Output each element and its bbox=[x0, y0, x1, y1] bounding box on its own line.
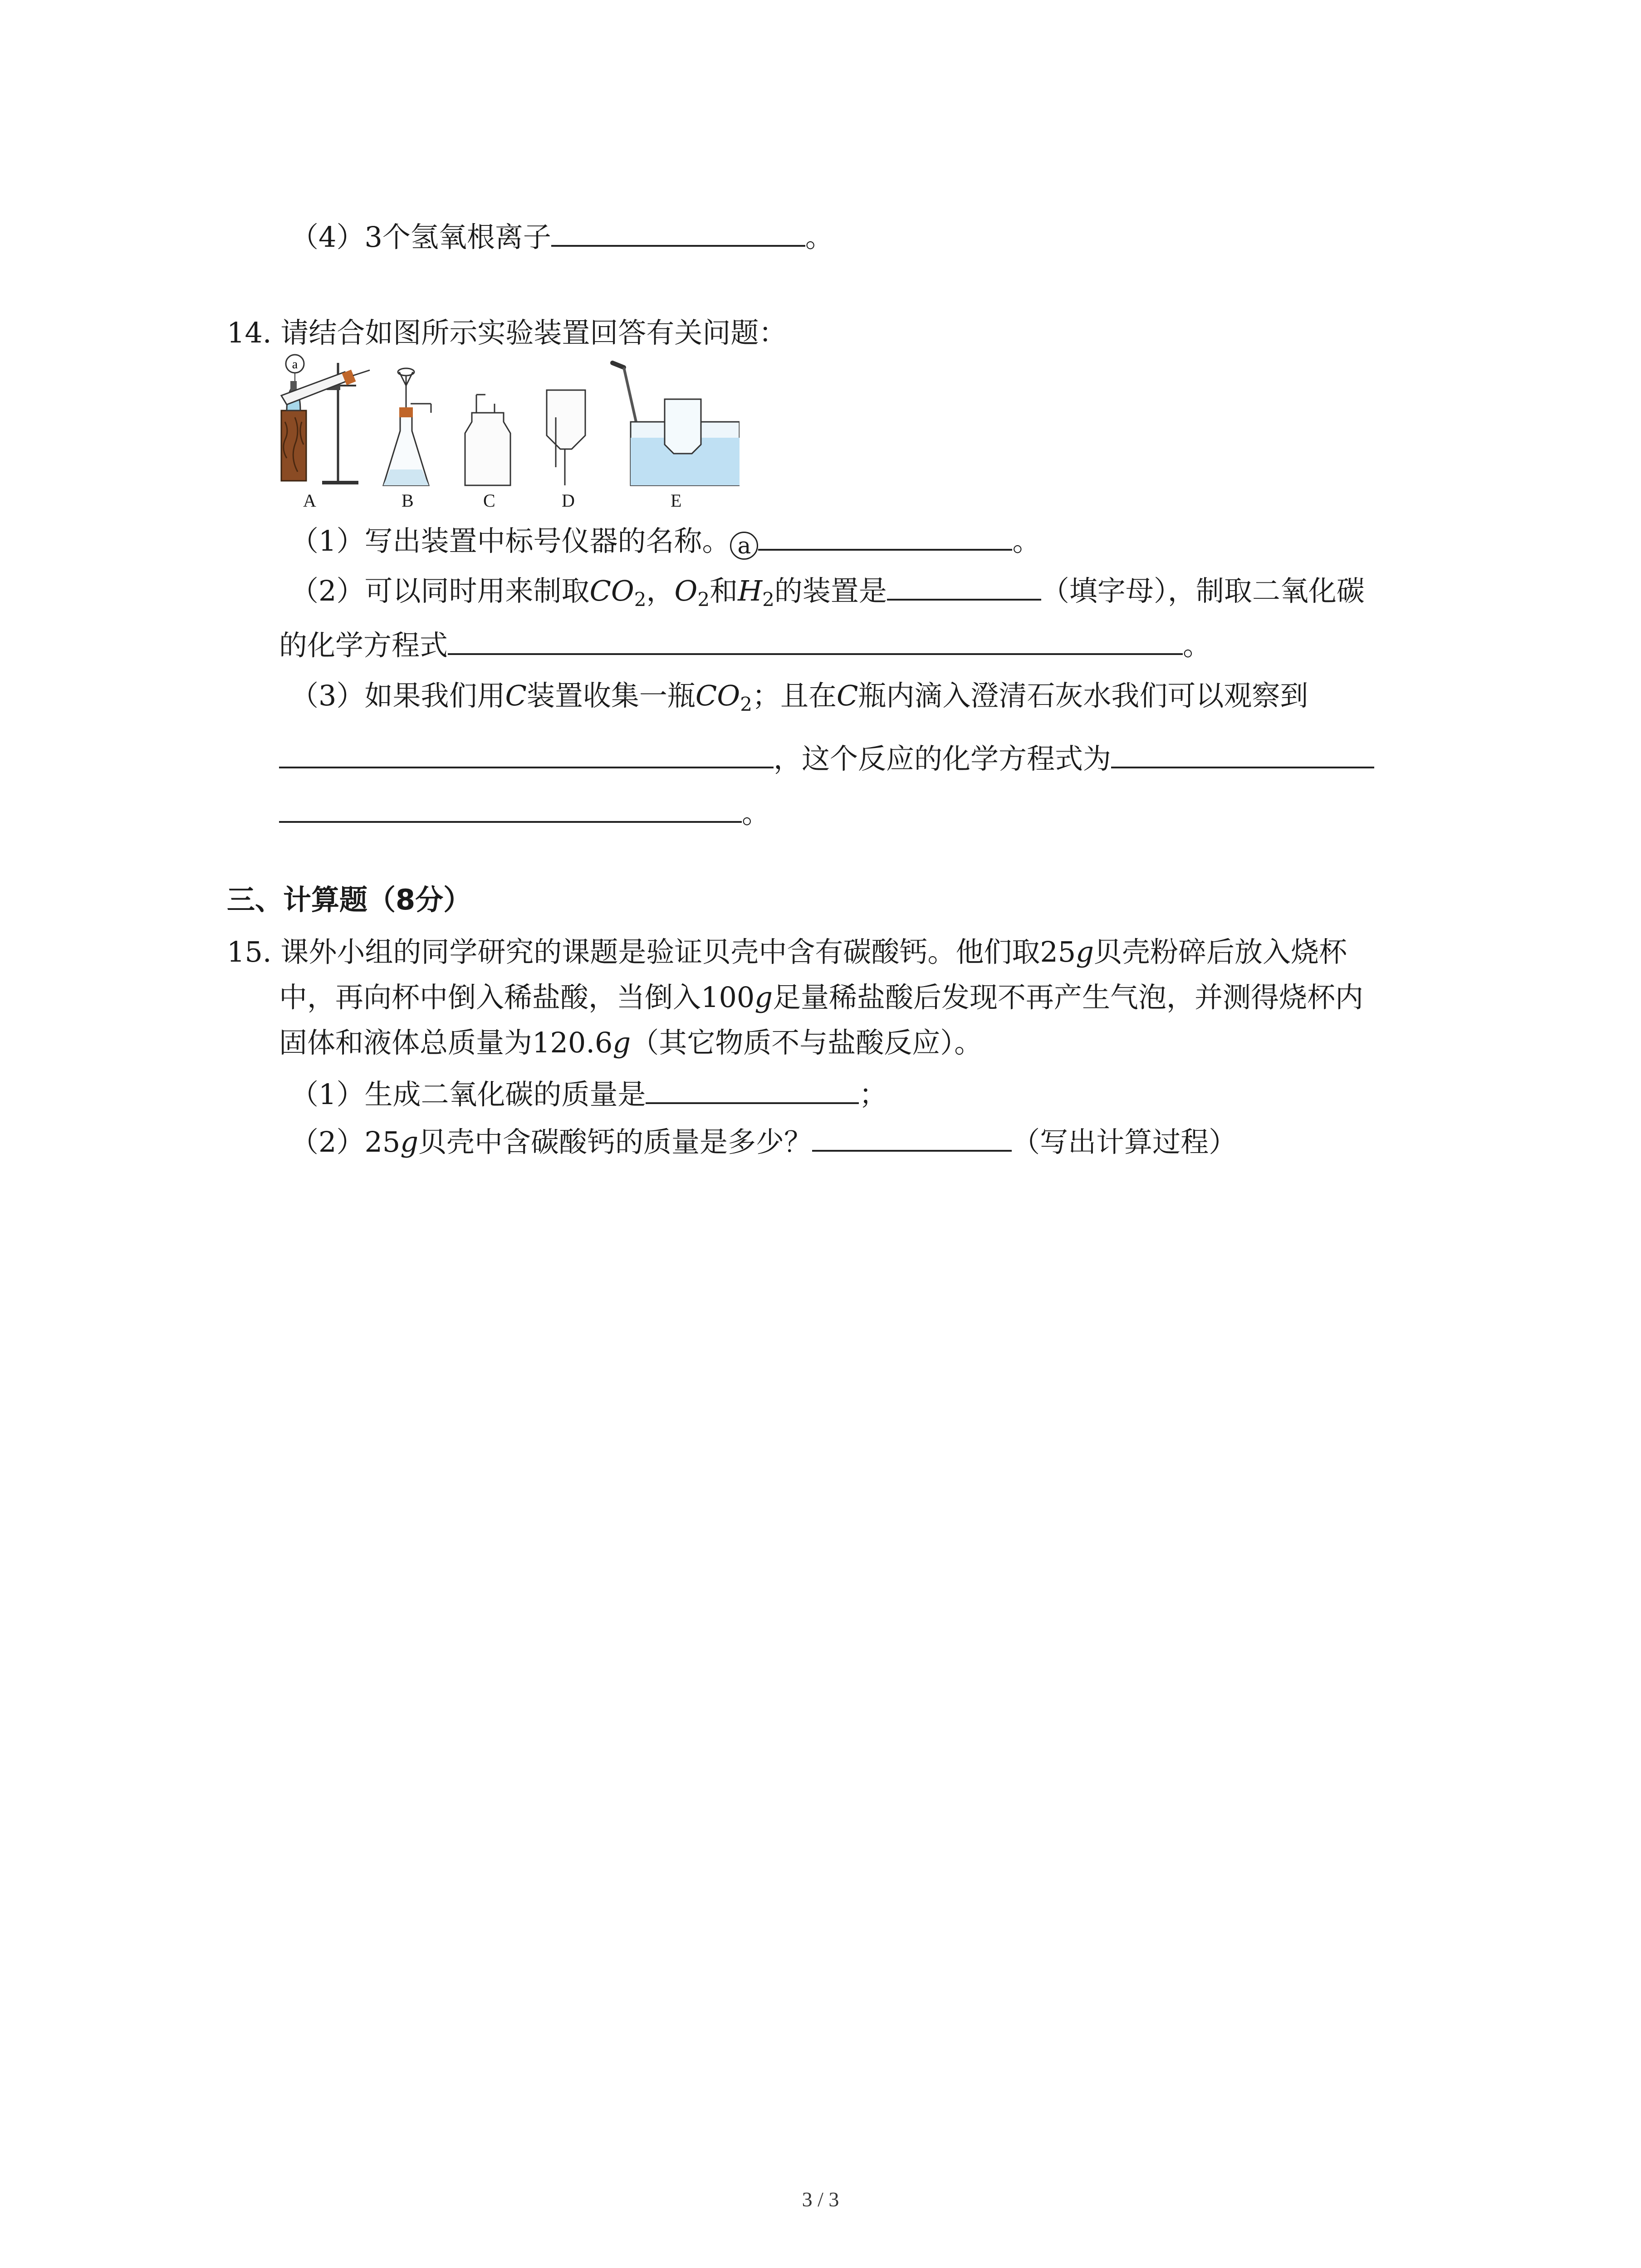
q14-part3-line2 bbox=[279, 735, 1374, 779]
q15-p1-answer-blank[interactable] bbox=[646, 1070, 859, 1104]
q15-line2 bbox=[279, 978, 1363, 1017]
q14-p2-text-c: （填字母），制取二氧化碳 bbox=[1041, 574, 1365, 607]
apparatus-figure bbox=[277, 354, 740, 517]
q15-part1 bbox=[290, 1070, 887, 1114]
q14-p3-text-c: ；且在 bbox=[752, 679, 837, 712]
q14-p1-end: 。 bbox=[1012, 524, 1041, 557]
device-c-ref-b: C bbox=[836, 679, 858, 712]
q14-part3-line1 bbox=[290, 676, 1308, 716]
page-number: 3 / 3 bbox=[802, 2188, 839, 2211]
q14-stem bbox=[227, 313, 787, 353]
q14-number: 14. bbox=[227, 316, 272, 349]
q15-line1-a: 课外小组的同学研究的课题是验证贝壳中含有碳酸钙。他们取25 bbox=[280, 935, 1076, 968]
apparatus-c bbox=[465, 395, 510, 485]
unit-g-d: g bbox=[400, 1125, 419, 1158]
q14-p3-text-b: 装置收集一瓶 bbox=[526, 679, 696, 712]
q14-part2-line1 bbox=[290, 567, 1365, 611]
q14-part1 bbox=[290, 517, 1040, 561]
q14-p3-text-a: （3）如果我们用 bbox=[290, 679, 505, 712]
formula-h2-sub: 2 bbox=[762, 588, 774, 611]
q15-line3 bbox=[279, 1023, 982, 1063]
figure-label-a: A bbox=[303, 490, 316, 511]
formula-co2: CO bbox=[589, 574, 634, 607]
apparatus-b bbox=[383, 368, 431, 485]
q14-p3-observation-blank[interactable] bbox=[279, 735, 774, 768]
q14-p2-and: 和 bbox=[710, 574, 738, 607]
q15-line3-b: （其它物质不与盐酸反应）。 bbox=[631, 1026, 983, 1059]
figure-label-d: D bbox=[562, 490, 575, 511]
apparatus-drawing bbox=[277, 354, 740, 517]
q15-number: 15. bbox=[227, 935, 272, 968]
q15-p2-b: 贝壳中含碳酸钙的质量是多少？ bbox=[418, 1125, 813, 1158]
q15-line1-b: 贝壳粉碎后放入烧杯 bbox=[1093, 935, 1347, 968]
q14-part3-line3 bbox=[279, 789, 770, 833]
q15-line3-a: 固体和液体总质量为120.6 bbox=[279, 1026, 613, 1059]
q13-item4-answer-blank[interactable] bbox=[551, 213, 805, 247]
q14-p2-sep: ， bbox=[646, 574, 675, 607]
marker-a-text: a bbox=[292, 357, 298, 371]
q14-p2-device-blank[interactable] bbox=[887, 567, 1041, 601]
q14-p3-equation-blank-b[interactable] bbox=[279, 789, 742, 823]
q13-item4 bbox=[290, 213, 833, 257]
q15-p2-answer-blank[interactable] bbox=[812, 1118, 1012, 1152]
q14-p3-line2-text: ，这个反应的化学方程式为 bbox=[774, 742, 1112, 775]
q14-p1-answer-blank[interactable] bbox=[758, 517, 1012, 551]
q13-item4-end: 。 bbox=[805, 220, 833, 254]
unit-g: g bbox=[1076, 935, 1094, 968]
apparatus-e bbox=[612, 363, 740, 485]
q15-part2 bbox=[290, 1118, 1237, 1162]
q14-p3-equation-blank-a[interactable] bbox=[1111, 735, 1374, 768]
q15-line2-a: 中，再向杯中倒入稀盐酸，当倒入100 bbox=[279, 981, 755, 1014]
q14-p2-line2-text: 的化学方程式 bbox=[279, 629, 448, 662]
q14-part2-line2 bbox=[279, 621, 1211, 665]
q13-item4-text: （4）3个氢氧根离子 bbox=[290, 220, 551, 254]
section3-heading: 三、计算题（8分） bbox=[227, 883, 472, 916]
formula-co2-b-sub: 2 bbox=[740, 693, 752, 715]
apparatus-d bbox=[547, 390, 585, 485]
q15-p2-c: （写出计算过程） bbox=[1012, 1125, 1237, 1158]
formula-o2: O bbox=[674, 574, 698, 607]
unit-g-b: g bbox=[754, 981, 773, 1014]
q15-line2-b: 足量稀盐酸后发现不再产生气泡，并测得烧杯内 bbox=[773, 981, 1364, 1014]
apparatus-a bbox=[281, 355, 370, 484]
figure-label-c: C bbox=[483, 490, 495, 511]
q15-p1-end: ； bbox=[859, 1078, 887, 1111]
q14-stem-text: 请结合如图所示实验装置回答有关问题： bbox=[280, 316, 787, 349]
q14-p2-end: 。 bbox=[1183, 629, 1211, 662]
formula-h2: H bbox=[738, 574, 763, 607]
q15-p2-a: （2）25 bbox=[290, 1125, 401, 1158]
q15-p1-text: （1）生成二氧化碳的质量是 bbox=[290, 1078, 646, 1111]
q14-p2-text-b: 的装置是 bbox=[774, 574, 887, 607]
q14-p2-equation-blank[interactable] bbox=[448, 621, 1183, 655]
q14-p3-end: 。 bbox=[742, 797, 770, 830]
unit-g-c: g bbox=[612, 1026, 631, 1059]
q14-p1-text: （1）写出装置中标号仪器的名称。 bbox=[290, 524, 730, 557]
q14-p2-text-a: （2）可以同时用来制取 bbox=[290, 574, 590, 607]
marker-a-icon: a bbox=[730, 532, 758, 560]
formula-co2-sub: 2 bbox=[634, 588, 647, 611]
figure-label-b: B bbox=[402, 490, 414, 511]
formula-o2-sub: 2 bbox=[697, 588, 710, 611]
formula-co2-b: CO bbox=[695, 679, 740, 712]
q14-p3-text-d: 瓶内滴入澄清石灰水我们可以观察到 bbox=[858, 679, 1308, 712]
q15-line1 bbox=[227, 932, 1347, 972]
figure-label-e: E bbox=[671, 490, 682, 511]
device-c-ref: C bbox=[505, 679, 527, 712]
